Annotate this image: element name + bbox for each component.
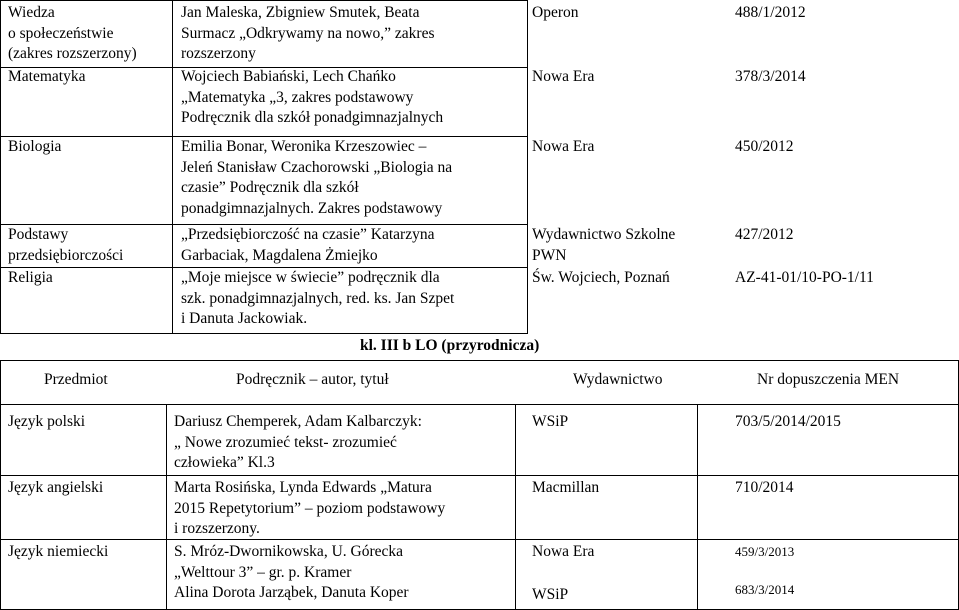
header-publisher: Wydawnictwo bbox=[573, 371, 663, 388]
col-divider bbox=[697, 404, 698, 610]
book-cell: S. Mróz-Dwornikowska, U. Górecka „Welttour 3” – gr. p. Kramer Alina Dorota Jarząbek, Danuta Koper bbox=[174, 543, 409, 601]
approval-cell: 427/2012 bbox=[735, 226, 794, 243]
publisher-cell: Nowa Era bbox=[532, 68, 595, 85]
subject-cell: Język polski bbox=[8, 413, 86, 430]
publisher-cell: Macmillan bbox=[532, 479, 600, 496]
subject-cell: Matematyka bbox=[8, 68, 86, 85]
header-approval: Nr dopuszczenia MEN bbox=[757, 371, 900, 388]
publisher-cell: Operon bbox=[532, 4, 579, 21]
publisher-cell: Św. Wojciech, Poznań bbox=[532, 269, 670, 286]
book-cell: Emilia Bonar, Weronika Krzeszowiec – Jeleń Stanisław Czachorowski „Biologia na czasie” Podręcznik dla szkół ponadgimnazjalnych. Zakres podstawowy bbox=[181, 138, 453, 217]
book-cell: Jan Maleska, Zbigniew Smutek, Beata Surmacz „Odkrywamy na nowo,” zakres rozszerzony bbox=[181, 4, 435, 62]
publisher-cell: Wydawnictwo Szkolne PWN bbox=[532, 226, 676, 264]
approval-cell: 459/3/2013 bbox=[735, 544, 795, 559]
header-book: Podręcznik – autor, tytuł bbox=[236, 371, 389, 388]
table-border bbox=[0, 0, 528, 1]
row-divider bbox=[0, 475, 959, 476]
subject-cell: Wiedza o społeczeństwie (zakres rozszerzony) bbox=[8, 4, 137, 62]
publisher-cell-secondary: WSiP bbox=[532, 586, 569, 603]
approval-cell: 488/1/2012 bbox=[735, 4, 806, 21]
col-divider bbox=[172, 0, 173, 333]
subject-cell: Religia bbox=[8, 269, 53, 286]
publisher-cell: Nowa Era bbox=[532, 543, 595, 560]
book-cell: „Moje miejsce w świecie” podręcznik dla szk. ponadgimnazjalnych, red. ks. Jan Szpet i Danuta Jackowiak. bbox=[181, 269, 455, 327]
book-cell: Wojciech Babiański, Lech Chańko „Matematyka „3, zakres podstawowy Podręcznik dla szkół ponadgimnazjalnych bbox=[181, 68, 444, 126]
table-border bbox=[0, 360, 959, 361]
publisher-cell: Nowa Era bbox=[532, 138, 595, 155]
approval-cell: 450/2012 bbox=[735, 138, 794, 155]
header-subject: Przedmiot bbox=[44, 371, 108, 388]
approval-cell: AZ-41-01/10-PO-1/11 bbox=[735, 269, 874, 286]
approval-cell-secondary: 683/3/2014 bbox=[735, 582, 795, 597]
section-title: kl. III b LO (przyrodnicza) bbox=[360, 337, 540, 354]
col-divider bbox=[515, 404, 516, 610]
col-divider bbox=[166, 404, 167, 610]
approval-cell: 710/2014 bbox=[735, 479, 794, 496]
book-cell: Marta Rosińska, Lynda Edwards „Matura 2015 Repetytorium” – poziom podstawowy i rozszerzony. bbox=[174, 479, 446, 537]
row-divider bbox=[0, 404, 959, 405]
subject-cell: Język niemiecki bbox=[8, 543, 109, 560]
subject-cell: Podstawy przedsiębiorczości bbox=[8, 226, 124, 264]
col-divider bbox=[527, 0, 528, 333]
book-cell: „Przedsiębiorczość na czasie” Katarzyna Garbaciak, Magdalena Żmiejko bbox=[181, 226, 435, 264]
row-divider bbox=[0, 333, 528, 334]
subject-cell: Język angielski bbox=[8, 479, 104, 496]
approval-cell: 703/5/2014/2015 bbox=[735, 413, 841, 430]
subject-cell: Biologia bbox=[8, 138, 62, 155]
approval-cell: 378/3/2014 bbox=[735, 68, 806, 85]
col-divider bbox=[0, 360, 1, 610]
book-cell: Dariusz Chemperek, Adam Kalbarczyk: „ Nowe zrozumieć tekst- zrozumieć człowieka” Kl.3 bbox=[174, 413, 422, 471]
col-divider bbox=[0, 0, 1, 333]
publisher-cell: WSiP bbox=[532, 413, 569, 430]
